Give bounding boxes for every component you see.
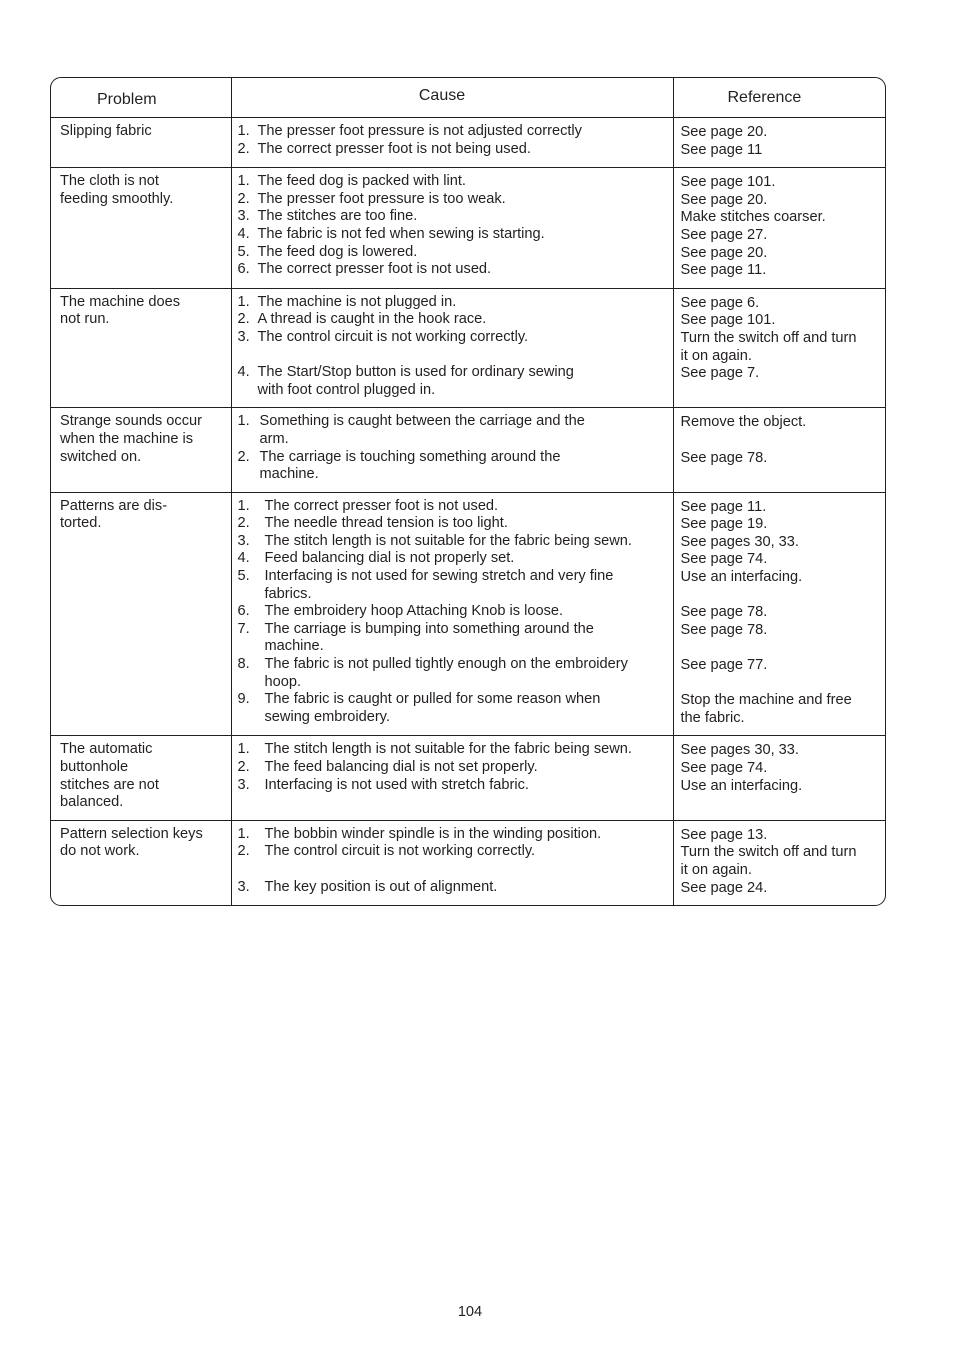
page-number: 104 [457, 1304, 483, 1320]
reference-text: it on again. [680, 861, 752, 878]
reference-text: Turn the switch off and turn [680, 844, 857, 861]
reference-text: See page 78. [680, 449, 768, 466]
cause-text: Feed balancing dial is not properly set. [264, 550, 515, 567]
reference-text: See page 74. [680, 551, 768, 568]
cause-text: The machine is not plugged in. [257, 293, 457, 310]
cause-text: The feed dog is packed with lint. [257, 173, 466, 190]
reference-cell [673, 736, 886, 820]
cause-cell [231, 118, 673, 168]
cause-number: 3. [237, 532, 250, 549]
cause-text: The Start/Stop button is used for ordinary sewing [257, 364, 574, 381]
reference-text: See page 11. [680, 498, 767, 515]
reference-text [681, 675, 882, 693]
cause-line [238, 674, 671, 692]
cause-text: The presser foot pressure is too weak. [257, 190, 506, 207]
reference-text: See pages 30, 33. [680, 742, 799, 759]
cause-number: 5. [237, 568, 250, 585]
cause-number [238, 586, 265, 604]
table-row [51, 288, 886, 408]
cause-number [238, 431, 260, 449]
problem-text: Pattern selection keys [60, 825, 203, 842]
spacer [238, 861, 671, 879]
reference-cell [673, 492, 886, 736]
table-row [51, 408, 886, 492]
cause-number: 1. [237, 173, 250, 190]
cause-number: 2. [237, 515, 250, 532]
cause-line [238, 550, 671, 568]
cause-line [238, 568, 671, 586]
cause-number: 1. [237, 825, 250, 842]
cause-line [238, 449, 671, 467]
reference-text: Remove the object. [680, 414, 807, 431]
cause-number: 3. [237, 328, 250, 345]
header-cause: Cause [231, 78, 673, 118]
cause-line [238, 173, 671, 191]
cause-number: 4. [237, 225, 250, 242]
cause-number: 2. [237, 190, 250, 207]
cause-text: The correct presser foot is not used. [264, 497, 499, 514]
cause-line [238, 638, 671, 656]
cause-number [238, 382, 258, 400]
reference-cell [673, 820, 886, 905]
problem-text: torted. [60, 515, 102, 532]
cause-line [238, 431, 671, 449]
cause-cell [231, 820, 673, 905]
cause-text: The embroidery hoop Attaching Knob is loose. [264, 603, 564, 620]
cause-text: The fabric is not fed when sewing is starting. [257, 225, 545, 242]
cause-line [238, 329, 671, 347]
table-body [51, 118, 886, 906]
cause-number [238, 638, 265, 656]
cause-text: The control circuit is not working correctly. [264, 843, 536, 860]
reference-text: See page 101. [680, 312, 776, 329]
cause-number: 6. [237, 603, 250, 620]
header-problem: Problem [51, 78, 231, 118]
spacer [238, 347, 671, 365]
cause-number: 1. [237, 123, 250, 139]
cause-number: 3. [237, 878, 250, 895]
cause-text: The presser foot pressure is not adjusted correctly [257, 123, 582, 139]
cause-number: 3. [237, 208, 250, 225]
cause-text: The feed balancing dial is not set properly. [264, 759, 538, 775]
reference-text: See page 27. [680, 226, 768, 243]
troubleshooting-table-frame [50, 77, 886, 906]
reference-text: See page 20. [680, 124, 768, 140]
cause-number: 2. [237, 140, 250, 157]
reference-text: See page 20. [680, 244, 768, 261]
problem-text: stitches are not [60, 776, 159, 793]
cause-line [238, 515, 671, 533]
problem-text: not run. [60, 311, 110, 328]
reference-text: Use an interfacing. [680, 569, 803, 586]
cause-line [238, 382, 671, 400]
cause-line [238, 364, 671, 382]
cause-number: 4. [237, 364, 250, 381]
problem-cell [51, 820, 231, 905]
cause-text: The bobbin winder spindle is in the winding position. [264, 825, 602, 842]
reference-text: it on again. [680, 347, 752, 364]
problem-text: balanced. [60, 794, 124, 811]
cause-number: 3. [237, 776, 250, 793]
reference-text: See page 74. [680, 760, 768, 776]
problem-text: feeding smoothly. [60, 190, 174, 207]
reference-text: the fabric. [680, 709, 745, 726]
cause-cell [231, 168, 673, 289]
cause-number: 1. [237, 497, 250, 514]
cause-cell [231, 492, 673, 736]
reference-text: See page 19. [680, 516, 768, 533]
problem-text: The cloth is not [60, 173, 159, 190]
reference-text: Turn the switch off and turn [680, 329, 857, 346]
cause-text: The fabric is caught or pulled for some reason when [264, 691, 601, 708]
reference-text: See page 7. [680, 365, 760, 382]
cause-number: 2. [237, 311, 250, 328]
reference-cell [673, 288, 886, 408]
cause-cell [231, 408, 673, 492]
reference-text: See page 78. [680, 621, 768, 638]
cause-line [238, 843, 671, 861]
cause-text: Interfacing is not used with stretch fabric. [264, 776, 529, 793]
cause-text: The needle thread tension is too light. [264, 515, 508, 532]
cause-line [238, 141, 671, 159]
cause-line [238, 879, 671, 897]
header-row [51, 78, 886, 118]
cause-number: 4. [237, 550, 250, 567]
cause-number: 2. [237, 843, 250, 860]
reference-text: Stop the machine and free [680, 692, 852, 709]
cause-number: 7. [237, 620, 250, 637]
cause-text: The correct presser foot is not being used. [257, 140, 531, 157]
cause-number: 1. [237, 741, 250, 758]
cause-text: The stitch length is not suitable for the fabric being sewn. [264, 741, 632, 758]
cause-line [238, 656, 671, 674]
cause-number: 9. [237, 691, 250, 708]
cause-line [238, 498, 671, 516]
cause-number: 2. [237, 759, 250, 775]
reference-text [681, 639, 882, 657]
problem-cell [51, 118, 231, 168]
problem-cell [51, 408, 231, 492]
cause-line [238, 533, 671, 551]
cause-text: machine. [259, 466, 319, 483]
cause-line [238, 777, 671, 795]
reference-cell [673, 168, 886, 289]
problem-cell [51, 168, 231, 289]
cause-text: machine. [264, 638, 324, 655]
cause-text: The carriage is bumping into something around the [264, 620, 594, 637]
cause-text: A thread is caught in the hook race. [257, 311, 487, 328]
table-row [51, 118, 886, 168]
cause-text: with foot control plugged in. [257, 381, 436, 398]
cause-cell [231, 288, 673, 408]
reference-text [681, 587, 882, 605]
problem-text: The machine does [60, 293, 181, 310]
cause-text: Interfacing is not used for sewing stretch and very fine [264, 568, 614, 585]
cause-line [238, 466, 671, 484]
cause-text: The correct presser foot is not used. [257, 261, 492, 278]
cause-text: The key position is out of alignment. [264, 878, 498, 895]
cause-text: The carriage is touching something around the [259, 448, 561, 465]
cause-line [238, 413, 671, 431]
troubleshooting-table [51, 78, 886, 905]
cause-line [238, 691, 671, 709]
cause-text: Something is caught between the carriage and the [259, 413, 585, 430]
reference-text: Use an interfacing. [680, 777, 803, 794]
reference-text: See page 11 [680, 141, 763, 158]
cause-number: 2. [237, 448, 250, 465]
cause-text: The stitches are too fine. [257, 208, 418, 225]
cause-text: fabrics. [264, 585, 312, 602]
table-row [51, 492, 886, 736]
reference-text: See page 77. [680, 657, 768, 674]
cause-line [238, 741, 671, 759]
cause-text: The feed dog is lowered. [257, 243, 418, 260]
cause-line [238, 709, 671, 727]
cause-line [238, 586, 671, 604]
problem-cell [51, 736, 231, 820]
table-row [51, 736, 886, 820]
reference-text: See page 11. [680, 262, 767, 279]
reference-text [681, 432, 882, 450]
cause-line [238, 603, 671, 621]
table-row [51, 168, 886, 289]
cause-line [238, 244, 671, 262]
reference-text: See page 13. [680, 826, 768, 843]
cause-number [238, 466, 260, 484]
problem-text: Slipping fabric [60, 123, 152, 139]
cause-number: 6. [237, 261, 250, 278]
problem-cell [51, 492, 231, 736]
cause-line [238, 621, 671, 639]
reference-text: See page 24. [680, 879, 768, 896]
cause-text: The stitch length is not suitable for the fabric being sewn. [264, 532, 632, 549]
problem-text: Patterns are dis- [60, 497, 168, 514]
cause-line [238, 191, 671, 209]
reference-text: See page 78. [680, 604, 768, 621]
cause-number [238, 709, 265, 727]
reference-text: See page 101. [680, 174, 776, 191]
cause-line [238, 311, 671, 329]
cause-text: The control circuit is not working correctly. [257, 328, 529, 345]
cause-text: arm. [259, 430, 289, 447]
cause-line [238, 208, 671, 226]
reference-cell [673, 408, 886, 492]
cause-line [238, 261, 671, 279]
cause-text: sewing embroidery. [264, 708, 390, 725]
problem-text: The automatic [60, 741, 153, 758]
problem-text: when the machine is [60, 430, 194, 447]
problem-text: Strange sounds occur [60, 413, 202, 430]
cause-number: 1. [237, 293, 250, 310]
reference-text: See page 20. [680, 191, 768, 208]
cause-line [238, 826, 671, 844]
cause-number: 8. [237, 656, 250, 673]
table-row [51, 820, 886, 905]
cause-number: 1. [237, 413, 250, 430]
reference-text: See page 6. [680, 294, 760, 311]
problem-text: switched on. [60, 448, 142, 465]
cause-number [238, 674, 265, 692]
cause-line [238, 123, 671, 141]
cause-cell [231, 736, 673, 820]
cause-line [238, 759, 671, 777]
cause-text: hoop. [264, 673, 302, 690]
problem-text: do not work. [60, 843, 140, 860]
problem-text: buttonhole [60, 759, 129, 775]
problem-cell [51, 288, 231, 408]
cause-number: 5. [237, 243, 250, 260]
header-reference: Reference [673, 78, 886, 118]
cause-text: The fabric is not pulled tightly enough on the embroidery [264, 656, 628, 673]
cause-line [238, 294, 671, 312]
reference-cell [673, 118, 886, 168]
cause-line [238, 226, 671, 244]
reference-text: See pages 30, 33. [680, 533, 799, 550]
reference-text: Make stitches coarser. [680, 209, 826, 226]
